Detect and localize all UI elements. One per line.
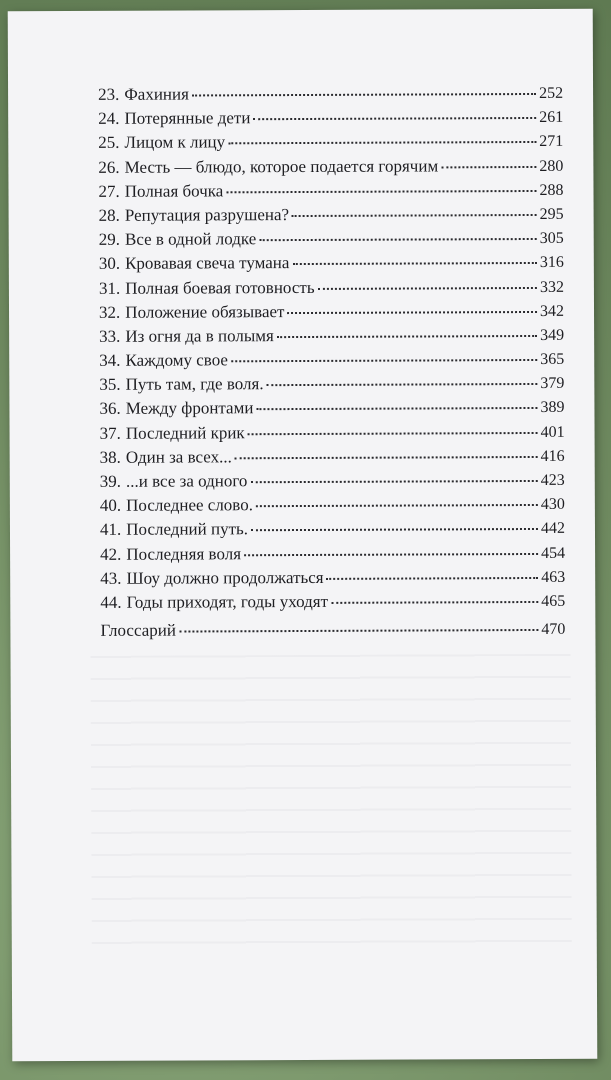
toc-entry: [100, 494, 565, 520]
dot-leader: [248, 432, 538, 435]
toc-entry: [98, 131, 563, 157]
chapter-number: 33.: [99, 326, 121, 346]
chapter-title: Все в одной лодке: [124, 229, 257, 249]
chapter-number: 30.: [98, 254, 121, 274]
dot-leader: [287, 311, 537, 314]
show-through-text: [91, 654, 572, 956]
page-number: 379: [540, 375, 565, 393]
book-page: [8, 9, 598, 1062]
chapter-number: 24.: [98, 108, 120, 129]
toc-entry: [99, 373, 564, 399]
dot-leader: [331, 601, 538, 604]
chapter-title: Годы приходят, годы уходят: [126, 591, 329, 612]
chapter-number: 43.: [100, 568, 122, 588]
toc-entry: [98, 107, 563, 133]
chapter-number: 38.: [99, 447, 121, 467]
chapter-title: Фахиния: [124, 84, 189, 104]
chapter-title: Кровавая свеча тумана: [125, 253, 290, 274]
dot-leader: [256, 407, 537, 410]
chapter-number: 40.: [99, 495, 122, 516]
dot-leader: [253, 117, 536, 120]
chapter-number: 25.: [98, 133, 120, 153]
chapter-number: 31.: [98, 278, 121, 298]
page-number: 465: [541, 592, 566, 610]
toc-entry-glossary: [100, 619, 565, 645]
page-number: 430: [540, 496, 565, 514]
page-number: 423: [540, 471, 565, 489]
toc-entry: [100, 518, 565, 544]
page-number: 365: [540, 350, 565, 369]
dot-leader: [441, 166, 536, 168]
dot-leader: [256, 504, 538, 507]
dot-leader: [235, 456, 538, 459]
chapter-number: 32.: [98, 302, 121, 322]
dot-leader: [192, 93, 536, 97]
chapter-number: 42.: [100, 544, 122, 564]
page-number: 389: [540, 399, 565, 417]
table-of-contents: [98, 83, 565, 645]
page-number: 342: [539, 302, 565, 320]
chapter-title: Репутация разрушена?: [124, 204, 290, 225]
dot-leader: [292, 214, 537, 217]
toc-entry: [99, 301, 564, 327]
chapter-number: 26.: [98, 157, 120, 177]
chapter-number: 39.: [99, 471, 122, 491]
page-number: 252: [539, 84, 564, 102]
dot-leader: [231, 359, 537, 362]
toc-entry: [100, 446, 565, 472]
chapter-title: Каждому свое: [125, 350, 228, 370]
page-number: 454: [541, 544, 566, 562]
toc-entry: [99, 276, 564, 302]
chapter-number: 27.: [98, 181, 120, 201]
toc-entry: [98, 180, 563, 206]
page-number: 442: [540, 520, 566, 538]
page-number: 316: [539, 254, 564, 272]
chapter-title: ...и все за одного: [125, 471, 248, 491]
toc-entry: [99, 228, 564, 254]
chapter-number: 44.: [100, 592, 122, 612]
toc-entry: [98, 155, 563, 181]
page-number: 271: [539, 133, 564, 151]
chapter-title: Месть — блюдо, которое подается горячим: [124, 155, 439, 177]
chapter-title: Полная бочка: [124, 181, 224, 201]
page-number: 261: [539, 109, 564, 127]
dot-leader: [228, 141, 536, 144]
dot-leader: [259, 238, 536, 241]
chapter-title: Последняя воля: [126, 543, 242, 564]
toc-entry: [99, 397, 564, 423]
page-number: 416: [540, 447, 565, 465]
chapter-number: 23.: [98, 84, 120, 104]
chapter-title: Из огня да в полымя: [125, 325, 274, 346]
chapter-number: 35.: [99, 375, 121, 395]
page-number: 401: [540, 423, 565, 441]
chapter-title: Последнее слово.: [126, 495, 253, 515]
page-number: 470: [541, 620, 566, 639]
chapter-title: Шоу должно продолжаться: [126, 567, 324, 588]
toc-entry: [99, 252, 564, 278]
page-number: 295: [539, 205, 564, 223]
chapter-number: 29.: [98, 229, 120, 250]
toc-entry: [100, 567, 565, 593]
toc-entry: [100, 421, 565, 447]
page-number: 280: [539, 157, 564, 175]
dot-leader: [244, 553, 538, 556]
dot-leader: [277, 335, 537, 338]
chapter-title: Путь там, где воля.: [125, 374, 264, 395]
glossary-title: Глоссарий: [100, 620, 176, 641]
chapter-number: 37.: [99, 423, 121, 443]
page-number: 288: [539, 181, 564, 199]
chapter-number: 34.: [99, 350, 121, 370]
dot-leader: [267, 383, 538, 386]
chapter-title: Один за всех...: [125, 447, 232, 467]
dot-leader: [179, 629, 539, 633]
page-number: 332: [539, 278, 564, 296]
chapter-number: 41.: [99, 520, 122, 540]
toc-entry: [100, 470, 565, 496]
chapter-number: 36.: [99, 399, 121, 419]
toc-entry: [99, 349, 564, 375]
dot-leader: [292, 262, 536, 265]
toc-entry: [99, 325, 564, 351]
chapter-title: Положение обязывает: [125, 301, 285, 322]
dot-leader: [250, 480, 537, 483]
chapter-title: Последний путь.: [126, 519, 249, 540]
toc-entry: [100, 542, 565, 568]
dot-leader: [327, 577, 539, 580]
chapter-number: 28.: [98, 205, 120, 225]
page-number: 305: [539, 229, 564, 248]
chapter-title: Последний крик: [125, 422, 245, 443]
chapter-title: Потерянные дети: [124, 108, 251, 128]
chapter-title: Между фронтами: [125, 398, 254, 419]
dot-leader: [318, 286, 537, 289]
dot-leader: [226, 190, 536, 193]
page-number: 463: [541, 568, 566, 586]
toc-entry: [98, 83, 563, 109]
chapter-title: Лицом к лицу: [124, 132, 226, 153]
toc-entry: [99, 204, 564, 230]
chapter-title: Полная боевая готовность: [125, 277, 315, 298]
toc-entry: [100, 591, 565, 617]
page-number: 349: [540, 326, 565, 344]
dot-leader: [251, 528, 538, 531]
